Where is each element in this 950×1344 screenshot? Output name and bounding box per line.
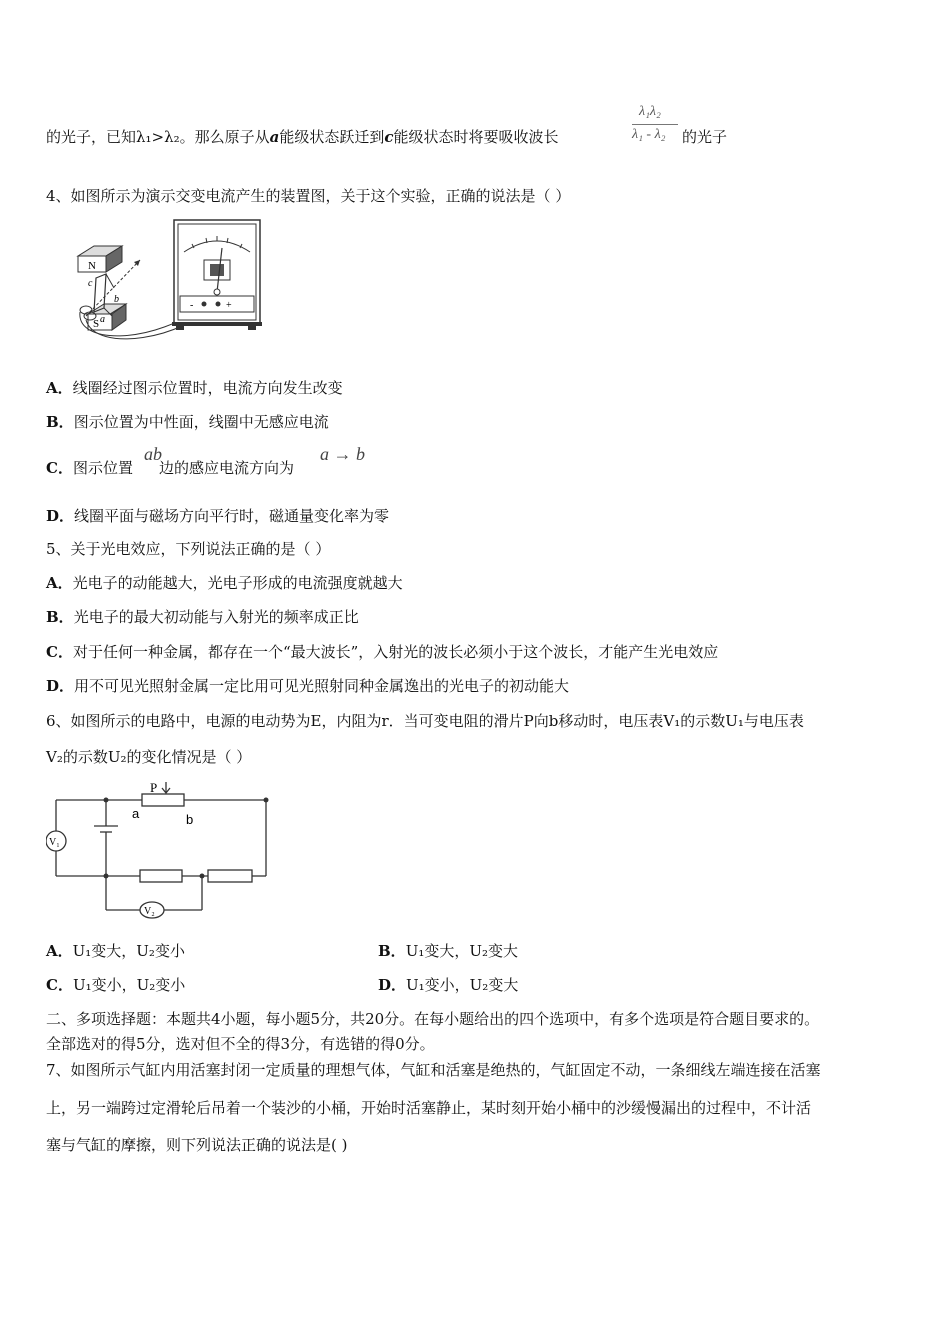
fraction-bar: [632, 124, 678, 125]
q7-line-3: 塞与气缸的摩擦，则下列说法正确的说法是( ): [46, 1136, 348, 1154]
q4-option-d-key: D．: [46, 507, 75, 525]
q5-option-d-key: D．: [46, 677, 75, 695]
section2-line-2: 全部选对的得5分，选对但不全的得3分，有选错的得0分。: [46, 1035, 435, 1053]
label-P: P: [150, 780, 158, 795]
q4-option-c-direction: a → b: [320, 444, 365, 464]
label-N: N: [88, 260, 96, 272]
q4-option-b: [46, 411, 329, 433]
ac-generator-diagram: [66, 216, 272, 362]
ac-generator-figure: [66, 216, 272, 362]
q6-option-a-text: U₁变大，U₂变小: [72, 942, 185, 960]
label-b: b: [114, 294, 119, 305]
q6-option-d-text: U₁变小，U₂变大: [406, 976, 519, 994]
q4-option-c-ab: ab: [144, 444, 162, 464]
intro-line: [46, 126, 559, 148]
intro-text-3: 能级状态时将要吸收波长: [393, 128, 559, 146]
q6-option-c-text: U₁变小，U₂变小: [72, 976, 186, 994]
level-a: a: [269, 128, 280, 146]
circuit-figure: [46, 780, 276, 920]
q5-option-a-key: A．: [46, 574, 73, 592]
label-plus: +: [226, 300, 232, 311]
q7-line-2: 上，另一端跨过定滑轮后吊着一个装沙的小桶，开始时活塞静止，某时刻开始小桶中的沙缓慢漏出的过程中，不计活: [46, 1099, 812, 1117]
q5-option-b-key: B．: [46, 608, 74, 626]
q4-option-c-text-1: 图示位置: [72, 459, 133, 477]
wavelength-fraction: [632, 104, 682, 148]
q5-option-d-text: 用不可见光照射金属一定比用可见光照射同种金属逸出的光电子的初动能大: [74, 677, 570, 695]
circuit-diagram: [46, 780, 276, 920]
fraction-denominator: λ₁ - λ₂: [632, 127, 666, 142]
q5-option-d: [46, 675, 569, 697]
q5-option-c: [46, 641, 718, 663]
q4-option-b-text: 图示位置为中性面，线圈中无感应电流: [73, 413, 329, 431]
q6-option-b: [378, 940, 518, 962]
q7-line-1: 7、如图所示气缸内用活塞封闭一定质量的理想气体，气缸和活塞是绝热的，气缸固定不动，一条细线左端连接在活塞: [46, 1061, 821, 1079]
q4-option-d-text: 线圈平面与磁场方向平行时，磁通量变化率为零: [74, 507, 390, 525]
q6-stem-line-2: V₂的示数U₂的变化情况是（ ）: [46, 748, 252, 766]
label-c: c: [88, 278, 93, 289]
q4-option-a-key: A．: [46, 379, 73, 397]
q6-option-c: [46, 974, 185, 996]
q5-option-b-text: 光电子的最大初动能与入射光的频率成正比: [73, 608, 359, 626]
q4-option-b-key: B．: [46, 413, 74, 431]
q6-option-b-text: U₁变大，U₂变大: [405, 942, 518, 960]
q5-option-a-text: 光电子的动能越大，光电子形成的电流强度就越大: [72, 574, 403, 592]
q5-option-c-key: C．: [46, 643, 73, 661]
level-c: c: [384, 128, 394, 146]
q6-option-a: [46, 940, 185, 962]
q6-option-d-key: D．: [378, 976, 407, 994]
q6-stem-line-1: 6、如图所示的电路中，电源的电动势为E，内阻为r．当可变电阻的滑片P向b移动时，电压表V₁的示数U₁与电压表: [46, 712, 804, 730]
label-V2: V₂: [144, 906, 155, 917]
q5-option-a: [46, 572, 403, 594]
intro-text-2: 能级状态跃迁到: [279, 128, 385, 146]
q6-option-c-key: C．: [46, 976, 73, 994]
label-S: S: [93, 318, 100, 330]
q4-option-d: [46, 505, 389, 527]
label-a: a: [100, 314, 105, 325]
intro-text-4: 的光子: [682, 128, 728, 146]
q4-option-a-text: 线圈经过图示位置时，电流方向发生改变: [72, 379, 343, 397]
q5-option-c-text: 对于任何一种金属，都存在一个“最大波长”，入射光的波长必须小于这个波长，才能产生光电效应: [72, 643, 719, 661]
label-a: a: [132, 806, 140, 821]
section2-line-1: 二、多项选择题：本题共4小题，每小题5分，共20分。在每小题给出的四个选项中，有多个选项是符合题目要求的。: [46, 1010, 820, 1028]
q4-option-c-text-2: 边的感应电流方向为: [158, 459, 294, 477]
q4-stem: 4、如图所示为演示交变电流产生的装置图，关于这个实验，正确的说法是（ ）: [46, 187, 571, 205]
intro-text-1: 的光子，已知λ₁>λ₂。那么原子从: [46, 128, 270, 146]
q6-option-b-key: B．: [378, 942, 406, 960]
fraction-numerator: λ₁λ₂: [639, 104, 661, 119]
q6-option-d: [378, 974, 518, 996]
label-minus: -: [190, 300, 194, 311]
q5-option-b: [46, 606, 359, 628]
q4-option-a: [46, 377, 343, 399]
q6-option-a-key: A．: [46, 942, 73, 960]
q4-option-c: [46, 457, 294, 479]
q5-stem: 5、关于光电效应，下列说法正确的是（ ）: [46, 540, 331, 558]
label-b: b: [186, 812, 194, 827]
label-V1: V₁: [49, 837, 60, 848]
q4-option-c-key: C．: [46, 459, 73, 477]
